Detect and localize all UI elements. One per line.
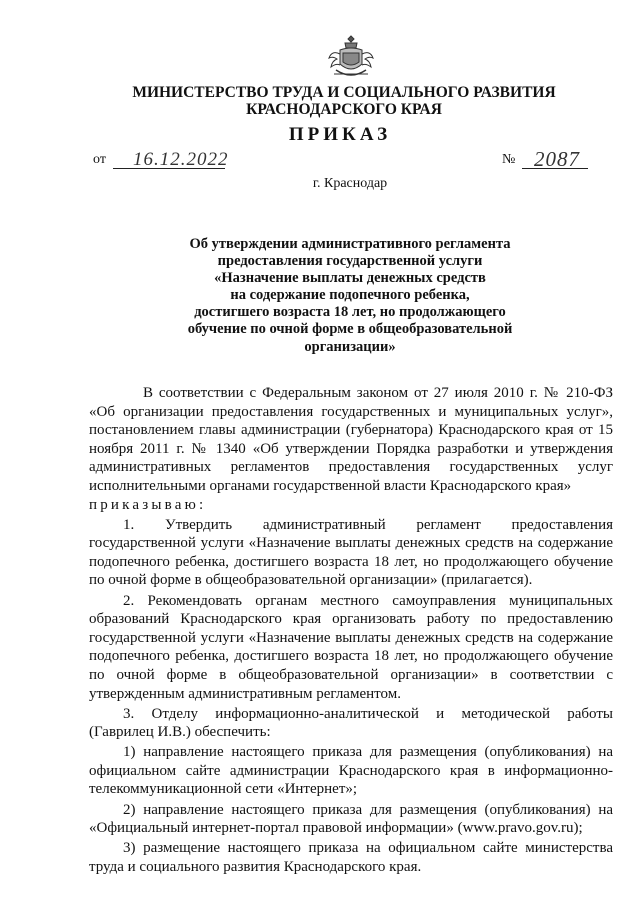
item-3-1-paragraph: 1) направление настоящего приказа для размещения (опубликования) на официальном сайте администрации Краснодарского края в информационно-телекоммуникационной сети «Интернет»; [89,744,613,798]
subject-line: на содержание подопечного ребенка, [230,287,470,304]
subject-line: организации» [304,338,396,355]
city: г. Краснодар [312,176,388,191]
subject-line: обучение по очной форме в общеобразовательной [187,321,513,338]
date-value: 16.12.2022 [133,149,229,170]
date-prefix: от [93,152,106,167]
item-3-paragraph: 3. Отделу информационно-аналитической и методической работы (Гаврилец И.В.) обеспечить: [89,705,613,741]
doc-type-title: ПРИКАЗ [288,124,392,145]
coat-of-arms-icon [326,34,376,80]
ministry-name [24,84,640,118]
number-prefix: № [502,152,516,167]
ministry-line-1: МИНИСТЕРСТВО ТРУДА И СОЦИАЛЬНОГО РАЗВИТИЯ [132,84,556,101]
ministry-line-2: КРАСНОДАРСКОГО КРАЯ [246,101,442,118]
number-value: 2087 [534,147,580,171]
preamble-paragraph [89,384,613,514]
item-3-2-paragraph: 2) направление настоящего приказа для размещения (опубликования) на «Официальный интернет-портал правовой информации» (www.pravo.gov.ru); [89,801,613,837]
order-word: приказываю: [89,496,207,513]
item-3-3-paragraph: 3) размещение настоящего приказа на официальном сайте министерства труда и социального развития Краснодарского края. [89,840,613,875]
item-1-paragraph: 1. Утвердить административный регламент предоставления государственной услуги «Назначение выплаты денежных средств на содержание подопечного ребенка, достигшего возраста 18 лет, но продолжающего обучение по очной форме в общеобразовательной организации» (прилагается). [89,516,613,589]
subject-line: «Назначение выплаты денежных средств [214,270,486,287]
subject-line: достигшего возраста 18 лет, но продолжающего [194,304,506,321]
document-body [89,384,613,876]
item-2-paragraph: 2. Рекомендовать органам местного самоуправления муниципальных образований Краснодарского края организовать работу по предоставлению государственной услуги «Назначение выплаты денежных средств на содержание подопечного ребенка, достигшего возраста 18 лет, но продолжающего обучение по очной форме в общеобразовательной организации» в соответствии с утвержденным административным регламентом. [89,592,613,702]
subject-heading [140,236,560,356]
subject-line: Об утверждении административного регламента [189,236,511,252]
preamble-text: В соответствии с Федеральным законом от 27 июля 2010 г. № 210-ФЗ «Об организации предоставления государственных и муниципальных услуг», постановлением главы администрации (губернатора) Краснодарского края от 15 ноября 2011 г. № 1340 «Об утверждении Порядка разработки и утверждения административных регламентов предоставления государственных услуг исполнительными органами государственной власти Краснодарского края» [89,385,613,494]
subject-line: предоставления государственной услуги [217,253,483,270]
